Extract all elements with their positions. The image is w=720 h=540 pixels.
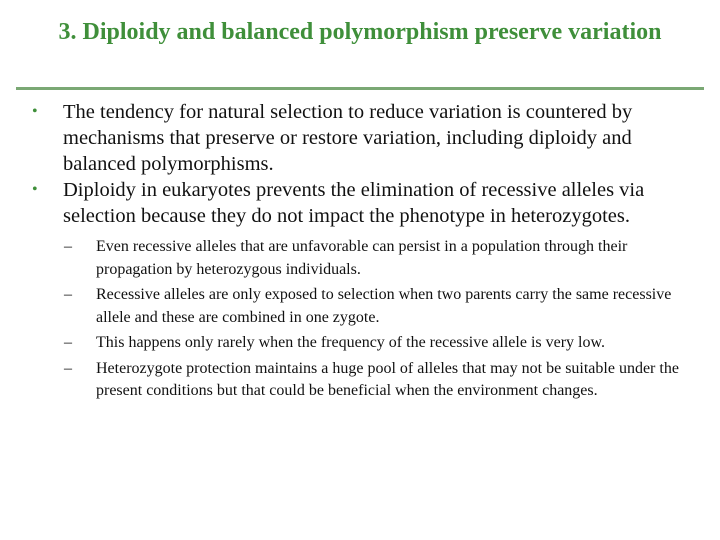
- bullet-marker: •: [32, 181, 38, 198]
- sub-bullet-item: [32, 358, 704, 403]
- bullet-marker: •: [32, 103, 38, 120]
- title-divider: [16, 87, 704, 90]
- sub-bullet-list: [32, 236, 704, 403]
- sub-bullet-text: Heterozygote protection maintains a huge pool of alleles that may not be suitable under the present conditions but that could be beneficial when the environment changes.: [96, 359, 679, 399]
- bullet-item: [32, 99, 704, 177]
- sub-bullet-text: This happens only rarely when the frequency of the recessive allele is very low.: [96, 334, 605, 351]
- sub-bullet-item: [32, 332, 704, 355]
- bullet-text: The tendency for natural selection to reduce variation is countered by mechanisms that preserve or restore variation, including diploidy and balanced polymorphisms.: [63, 101, 633, 175]
- bullet-text: Diploidy in eukaryotes prevents the elimination of recessive alleles via selection because they do not impact the phenotype in heterozygotes.: [63, 179, 645, 227]
- slide-content: [32, 99, 704, 406]
- slide-title: 3. Diploidy and balanced polymorphism preserve variation: [58, 19, 662, 45]
- sub-bullet-marker: –: [64, 359, 72, 377]
- sub-bullet-item: [32, 284, 704, 329]
- sub-bullet-marker: –: [64, 238, 72, 255]
- sub-bullet-item: [32, 236, 704, 281]
- sub-bullet-text: Even recessive alleles that are unfavorable can persist in a population through their propagation by heterozygous individuals.: [96, 238, 628, 278]
- sub-bullet-text: Recessive alleles are only exposed to selection when two parents carry the same recessive allele and these are combined in one zygote.: [96, 286, 672, 326]
- sub-bullet-marker: –: [64, 286, 72, 303]
- sub-bullet-marker: –: [64, 334, 72, 351]
- bullet-item: [32, 177, 704, 229]
